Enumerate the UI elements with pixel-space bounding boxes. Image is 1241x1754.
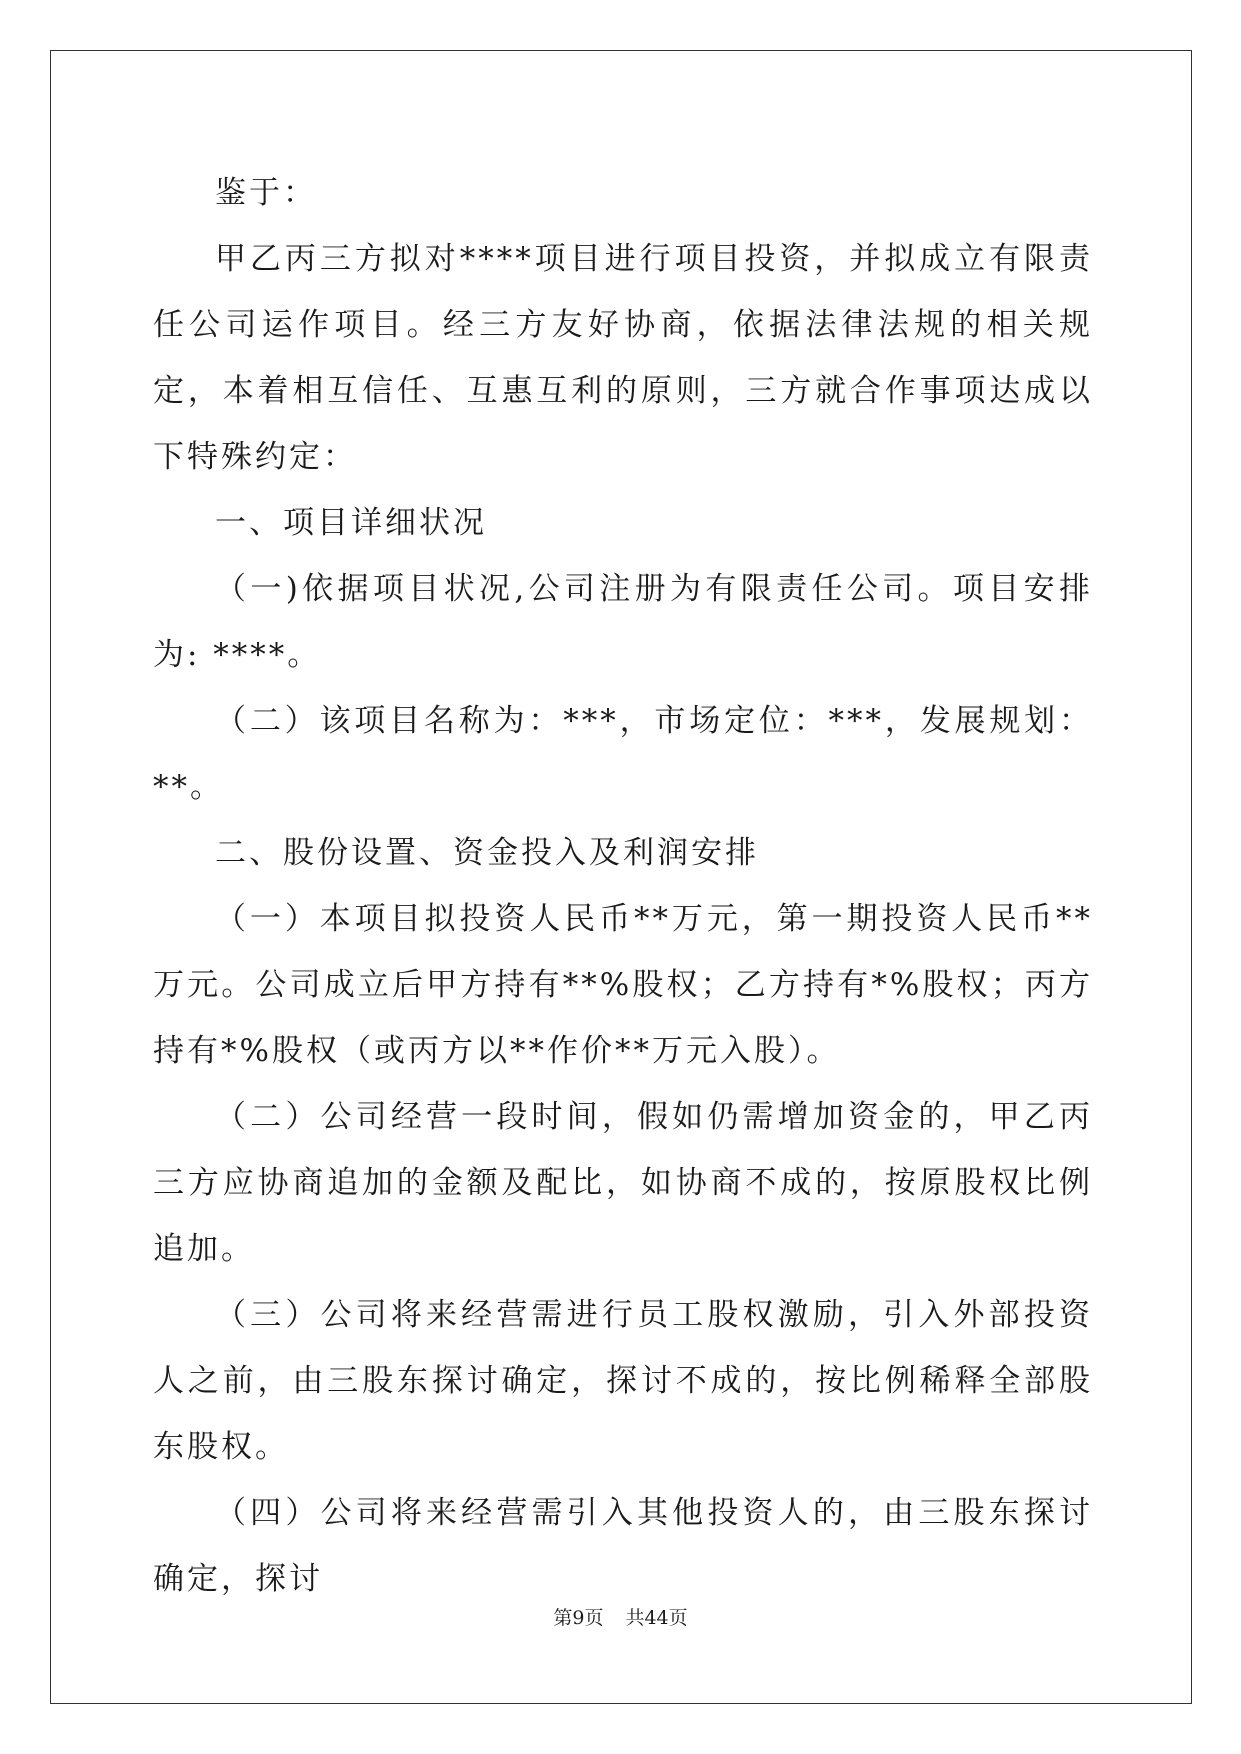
- page-number: 第9页: [553, 1607, 604, 1629]
- paragraph-intro: 甲乙丙三方拟对****项目进行项目投资，并拟成立有限责任公司运作项目。经三方友好协商，依据法律法规的相关规定，本着相互信任、互惠互利的原则，三方就合作事项达成以下特殊约定：: [153, 241, 1093, 475]
- paragraph-1-1: （一)依据项目状况,公司注册为有限责任公司。项目安排为: ****。: [153, 571, 1093, 673]
- page-footer: [0, 1603, 1241, 1630]
- paragraph-2-3: （三）公司将来经营需进行员工股权激励，引入外部投资人之前，由三股东探讨确定，探讨不成的，按比例稀释全部股东股权。: [153, 1297, 1093, 1465]
- section-heading-1: 一、项目详细状况: [215, 505, 487, 541]
- paragraph-2-2: （二）公司经营一段时间，假如仍需增加资金的，甲乙丙三方应协商追加的金额及配比，如协商不成的，按原股权比例追加。: [153, 1099, 1093, 1267]
- paragraph-1-2: （二）该项目名称为：***，市场定位：***，发展规划：**。: [153, 703, 1093, 805]
- paragraph-2-4: （四）公司将来经营需引入其他投资人的，由三股东探讨确定，探讨: [153, 1495, 1093, 1597]
- document-body: [153, 160, 1093, 1612]
- page-total: 共44页: [625, 1607, 688, 1629]
- section-heading-2: 二、股份设置、资金投入及利润安排: [215, 835, 759, 871]
- paragraph-preamble: 鉴于：: [215, 175, 317, 211]
- paragraph-2-1: （一）本项目拟投资人民币**万元，第一期投资人民币**万元。公司成立后甲方持有**%股权；乙方持有*%股权；丙方持有*%股权（或丙方以**作价**万元入股）。: [153, 901, 1093, 1069]
